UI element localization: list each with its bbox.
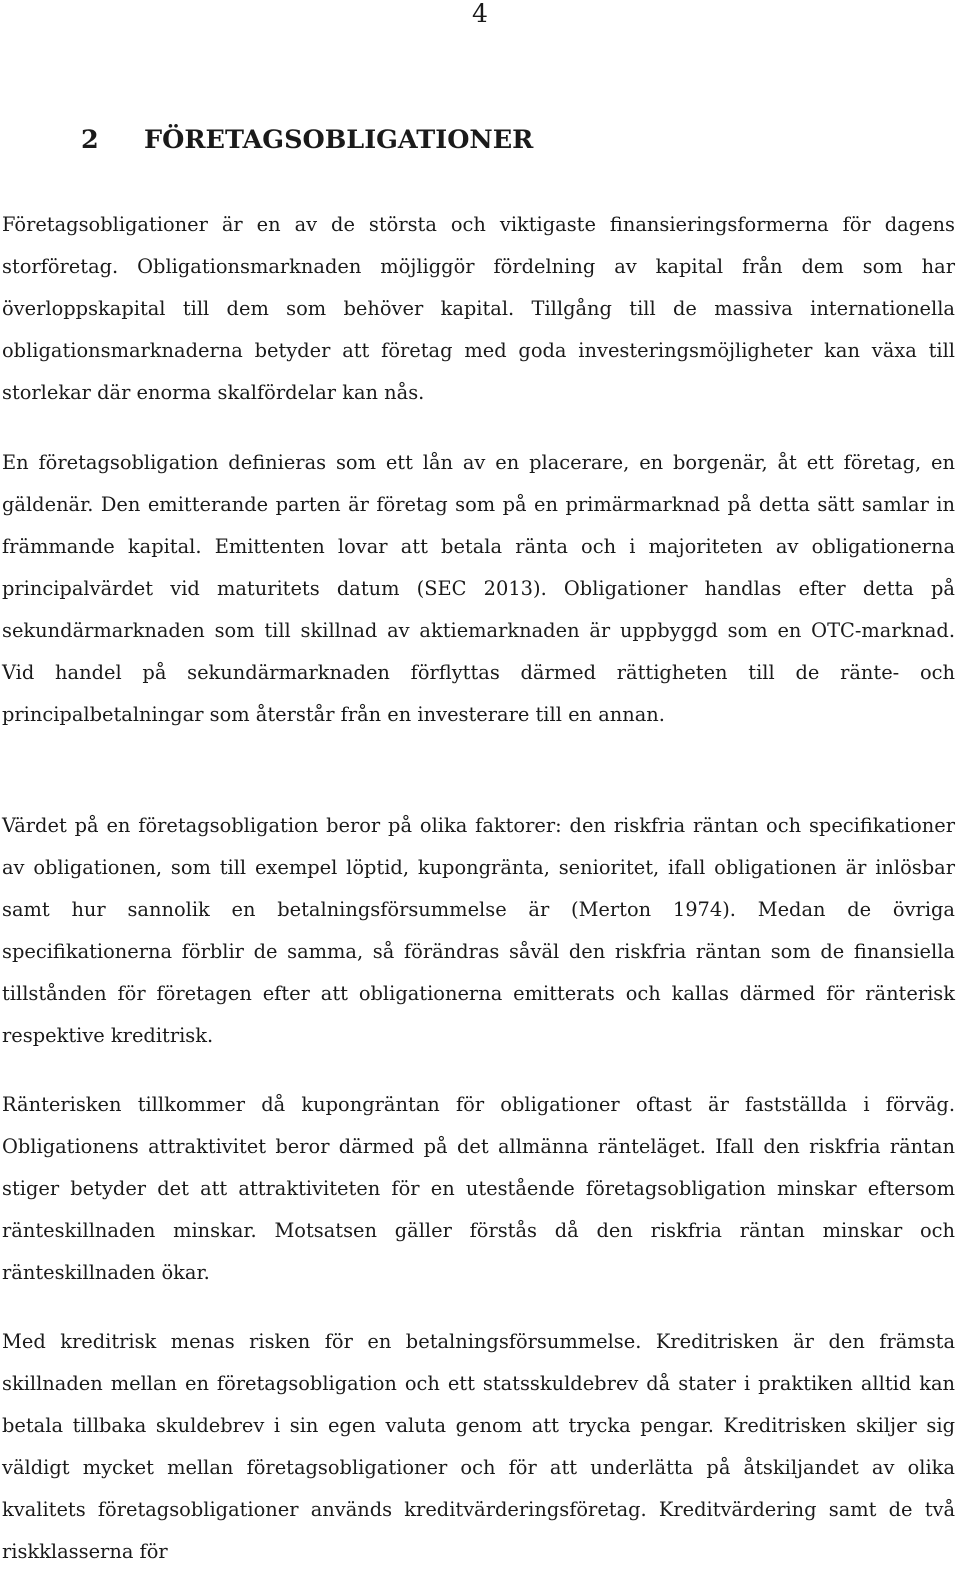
page-number: 4: [472, 0, 488, 28]
paragraph-definition: En företagsobligation definieras som ett lån av en placerare, en borgenär, åt ett företag, en gäldenär. Den emitterande parten är företag som på en primärmarknad på detta sätt samlar in främmande kapital. Emittenten lovar att betala ränta och i majoriteten av obligationerna principalvärdet vid maturitets datum (SEC 2013). Obligationer handlas efter detta på sekundärmarknaden som till skillnad av aktiemarknaden är uppbyggd som en OTC-marknad. Vid handel på sekundärmarknaden förflyttas därmed rättigheten till de ränte- och principalbetalningar som återstår från en investerare till en annan.: [2, 451, 955, 726]
paragraph-intro: Företagsobligationer är en av de största och viktigaste finansieringsformerna för dagens storföretag. Obligationsmarknaden möjliggör fördelning av kapital från dem som har överloppskapital till dem som behöver kapital. Tillgång till de massiva internationella obligationsmarknaderna betyder att företag med goda investeringsmöjligheter kan växa till storlekar där enorma skalfördelar kan nås.: [2, 213, 955, 404]
section-number: 2: [81, 125, 99, 155]
paragraph-interest-rate-risk: Ränterisken tillkommer då kupongräntan för obligationer oftast är fastställda i förväg. Obligationens attraktivitet beror därmed på det allmänna ränteläget. Ifall den riskfria räntan stiger betyder det att attraktiviteten för en utestående företagsobligation minskar eftersom ränteskillnaden minskar. Motsatsen gäller förstås då den riskfria räntan minskar och ränteskillnaden ökar.: [2, 1093, 955, 1284]
paragraph-credit-risk: Med kreditrisk menas risken för en betalningsförsummelse. Kreditrisken är den främsta skillnaden mellan en företagsobligation och ett statsskuldebrev då stater i praktiken alltid kan betala tillbaka skuldebrev i sin egen valuta genom att trycka pengar. Kreditrisken skiljer sig väldigt mycket mellan företagsobligationer och för att underlätta på åtskiljandet av olika kvalitets företagsobligationer används kreditvärderingsföretag. Kreditvärdering samt de två riskklasserna för: [2, 1330, 955, 1563]
paragraph-value-factors: Värdet på en företagsobligation beror på olika faktorer: den riskfria räntan och specifikationer av obligationen, som till exempel löptid, kupongränta, senioritet, ifall obligationen är inlösbar samt hur sannolik en betalningsförsummelse är (Merton 1974). Medan de övriga specifikationerna förblir de samma, så förändras såväl den riskfria räntan som de finansiella tillstånden för företagen efter att obligationerna emitterats och kallas därmed för ränterisk respektive kreditrisk.: [2, 814, 955, 1047]
section-heading: [81, 122, 533, 158]
section-title: FÖRETAGSOBLIGATIONER: [144, 125, 534, 155]
